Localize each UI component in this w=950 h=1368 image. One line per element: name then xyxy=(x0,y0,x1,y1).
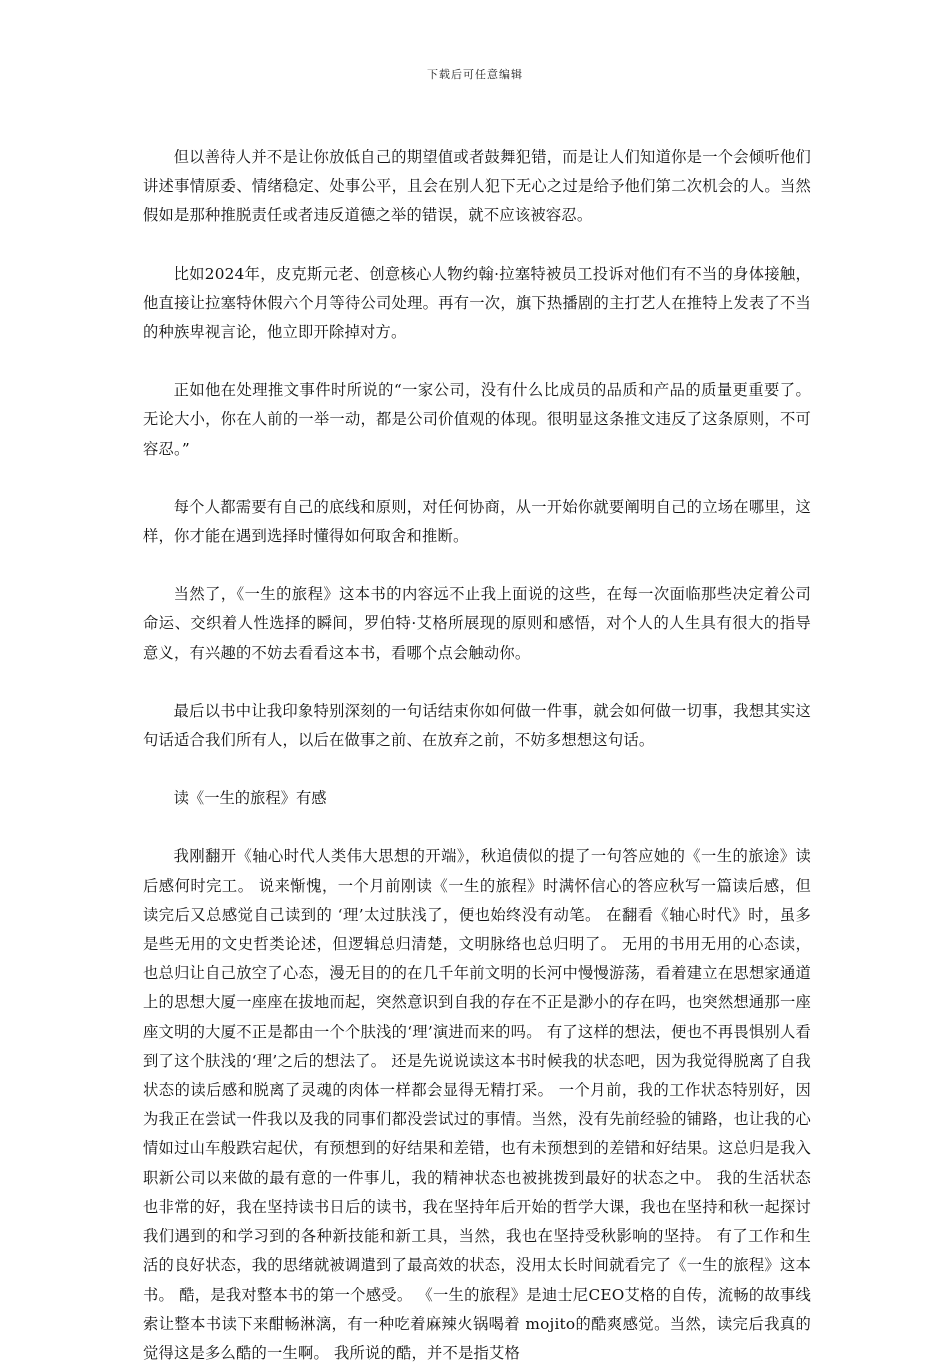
paragraph: 最后以书中让我印象特别深刻的一句话结束你如何做一件事，就会如何做一切事，我想其实这句话适合我们所有人，以后在做事之前、在放弃之前，不妨多想想这句话。 xyxy=(143,701,811,750)
paragraph: 但以善待人并不是让你放低自己的期望值或者鼓舞犯错，而是让人们知道你是一个会倾听他们讲述事情原委、情绪稳定、处事公平，且会在别人犯下无心之过是给予他们第二次机会的人。当然假如是那种推脱责任或者违反道德之举的错误，就不应该被容忍。 xyxy=(143,148,811,225)
paragraph: 当然了，《一生的旅程》这本书的内容远不止我上面说的这些，在每一次面临那些决定着公司命运、交织着人性选择的瞬间，罗伯特·艾格所展现的原则和感悟，对个人的人生具有很大的指导意义，有兴趣的不妨去看看这本书，看哪个点会触动你。 xyxy=(143,585,811,662)
document-body xyxy=(143,143,811,1368)
paragraph: 比如2024年，皮克斯元老、创意核心人物约翰·拉塞特被员工投诉对他们有不当的身体接触，他直接让拉塞特休假六个月等待公司处理。再有一次，旗下热播剧的主打艺人在推特上发表了不当的种族卑视言论，他立即开除掉对方。 xyxy=(143,264,811,342)
page-header: 下载后可任意编辑 xyxy=(427,68,523,81)
paragraph: 正如他在处理推文事件时所说的“一家公司，没有什么比成员的品质和产品的质量更重要了。无论大小，你在人前的一举一动，都是公司价值观的体现。很明显这条推文违反了这条原则，不可容忍。” xyxy=(143,381,811,458)
section-subtitle: 读《一生的旅程》有感 xyxy=(173,789,327,808)
paragraph: 我刚翻开《轴心时代人类伟大思想的开端》，秋追债似的提了一句答应她的《一生的旅途》读后感何时完工。 说来惭愧，一个月前刚读《一生的旅程》时满怀信心的答应秋写一篇读后感，但读完后又总感觉自己读到的 ‘理’太过肤浅了，便也始终没有动笔。 在翻看《轴心时代》时，虽多是些无用的文史哲类论述，但逻辑总归清楚，文明脉络也总归明了。 无用的书用无用的心态读，也总归让自己放空了心态，漫无目的的在几千年前文明的长河中慢慢游荡，看着建立在思想家通道上的思想大厦一座座在拔地而起，突然意识到自我的存在不正是渺小的存在吗，也突然想通那一座座文明的大厦不正是都由一个个肤浅的‘理’演进而来的吗。 有了这样的想法，便也不再畏惧别人看到了这个肤浅的‘理’之后的想法了。 还是先说说读这本书时候我的状态吧，因为我觉得脱离了自我状态的读后感和脱离了灵魂的肉体一样都会显得无精打采。 一个月前，我的工作状态特别好，因为我正在尝试一件我以及我的同事们都没尝试过的事情。当然，没有先前经验的铺路，也让我的心情如过山车般跌宕起伏，有预想到的好结果和差错，也有未预想到的差错和好结果。这总归是我入职新公司以来做的最有意的一件事儿，我的精神状态也被挑拨到最好的状态之中。 我的生活状态也非常的好，我在坚持读书日后的读书，我在坚持年后开始的哲学大课，我也在坚持和秋一起探讨我们遇到的和学习到的各种新技能和新工具，当然，我也在坚持受秋影响的坚持。 有了工作和生活的良好状态，我的思绪就被调遣到了最高效的状态，没用太长时间就看完了《一生的旅程》这本书。 酷，是我对整本书的第一个感受。 《一生的旅程》是迪士尼CEO艾格的自传，流畅的故事线索让整本书读下来酣畅淋漓，有一种吃着麻辣火锅喝着 mojito的酷爽感觉。当然，读完后我真的觉得这是多么酷的一生啊。 我所说的酷，并不是指艾格 xyxy=(143,847,811,1362)
paragraph: 每个人都需要有自己的底线和原则，对任何协商，从一开始你就要阐明自己的立场在哪里，这样，你才能在遇到选择时懂得如何取舍和推断。 xyxy=(143,497,811,546)
